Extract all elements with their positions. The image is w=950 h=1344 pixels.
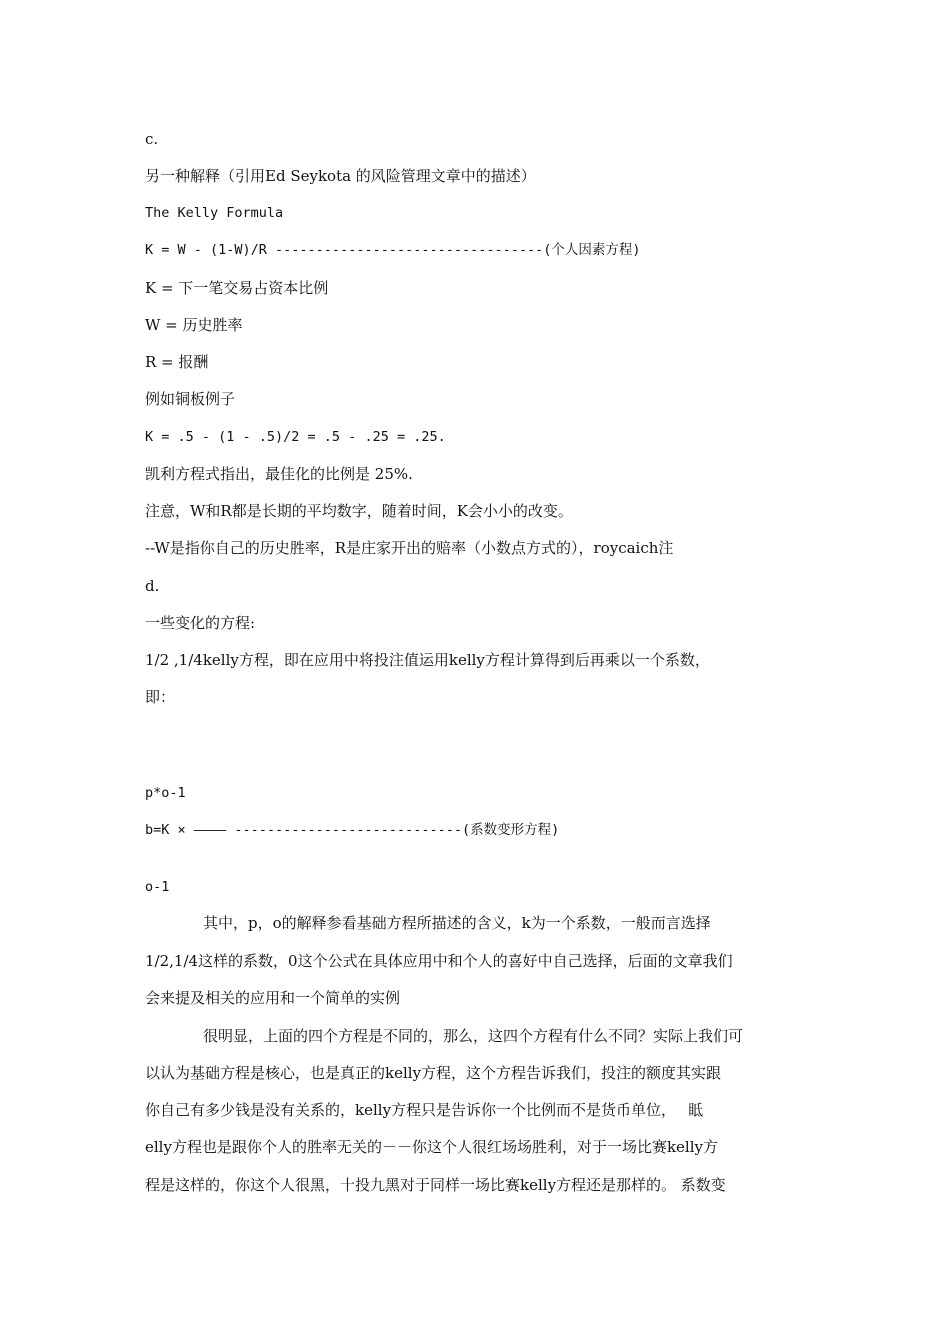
- paragraph-2-line-4: elly方程也是跟你个人的胜率无关的－－你这个人很红场场胜利，对于一场比赛kelly方: [145, 1138, 718, 1156]
- section-c-label: c.: [145, 130, 159, 148]
- paragraph-1-line-3: 会来提及相关的应用和一个简单的实例: [145, 989, 401, 1007]
- definition-k: K = 下一笔交易占资本比例: [145, 279, 329, 297]
- variants-heading: 一些变化的方程:: [145, 614, 256, 632]
- fraction-numerator: p*o-1: [145, 785, 186, 801]
- paragraph-1-line-2: 1/2,1/4这样的系数，0这个公式在具体应用中和个人的喜好中自己选择，后面的文章我们: [145, 952, 733, 970]
- alt-explanation-line: 另一种解释（引用Ed Seykota 的风险管理文章中的描述）: [145, 167, 536, 185]
- optimal-ratio-line: 凯利方程式指出，最佳化的比例是 25%.: [145, 465, 413, 483]
- coefficient-equation: b=K × ———— ----------------------------(系数变形方程): [145, 822, 560, 838]
- kelly-equation: K = W - (1-W)/R ---------------------------------(个人因素方程): [145, 242, 641, 258]
- coin-example-calc: K = .5 - (1 - .5)/2 = .5 - .25 = .25.: [145, 429, 446, 445]
- paragraph-2-line-3: 你自己有多少钱是没有关系的，kelly方程只是告诉你一个比例而不是货币单位， 眡: [145, 1101, 704, 1119]
- kelly-formula-title: The Kelly Formula: [145, 205, 284, 221]
- fractional-kelly-line-2: 即：: [145, 688, 176, 706]
- note-line: 注意，W和R都是长期的平均数字，随着时间，K会小小的改变。: [145, 502, 573, 520]
- paragraph-2-line-1: 很明显，上面的四个方程是不同的，那么，这四个方程有什么不同？实际上我们可: [203, 1027, 744, 1045]
- annotation-line: --W是指你自己的历史胜率，R是庄家开出的赔率（小数点方式的），roycaich注: [145, 539, 674, 557]
- section-d-label: d.: [145, 577, 160, 595]
- definition-r: R = 报酬: [145, 353, 209, 371]
- fraction-denominator: o-1: [145, 879, 170, 895]
- fractional-kelly-line: 1/2 ,1/4kelly方程，即在应用中将投注值运用kelly方程计算得到后再乘以一个系数，: [145, 651, 710, 669]
- paragraph-2-line-2: 以认为基础方程是核心，也是真正的kelly方程，这个方程告诉我们，投注的额度其实跟: [145, 1064, 722, 1082]
- paragraph-2-line-5: 程是这样的，你这个人很黑，十投九黑对于同样一场比赛kelly方程还是那样的。 系数变: [145, 1176, 726, 1194]
- paragraph-1-line-1: 其中，p，o的解释参看基础方程所描述的含义，k为一个系数，一般而言选择: [203, 914, 711, 932]
- coin-example-heading: 例如铜板例子: [145, 390, 236, 408]
- definition-w: W = 历史胜率: [145, 316, 243, 334]
